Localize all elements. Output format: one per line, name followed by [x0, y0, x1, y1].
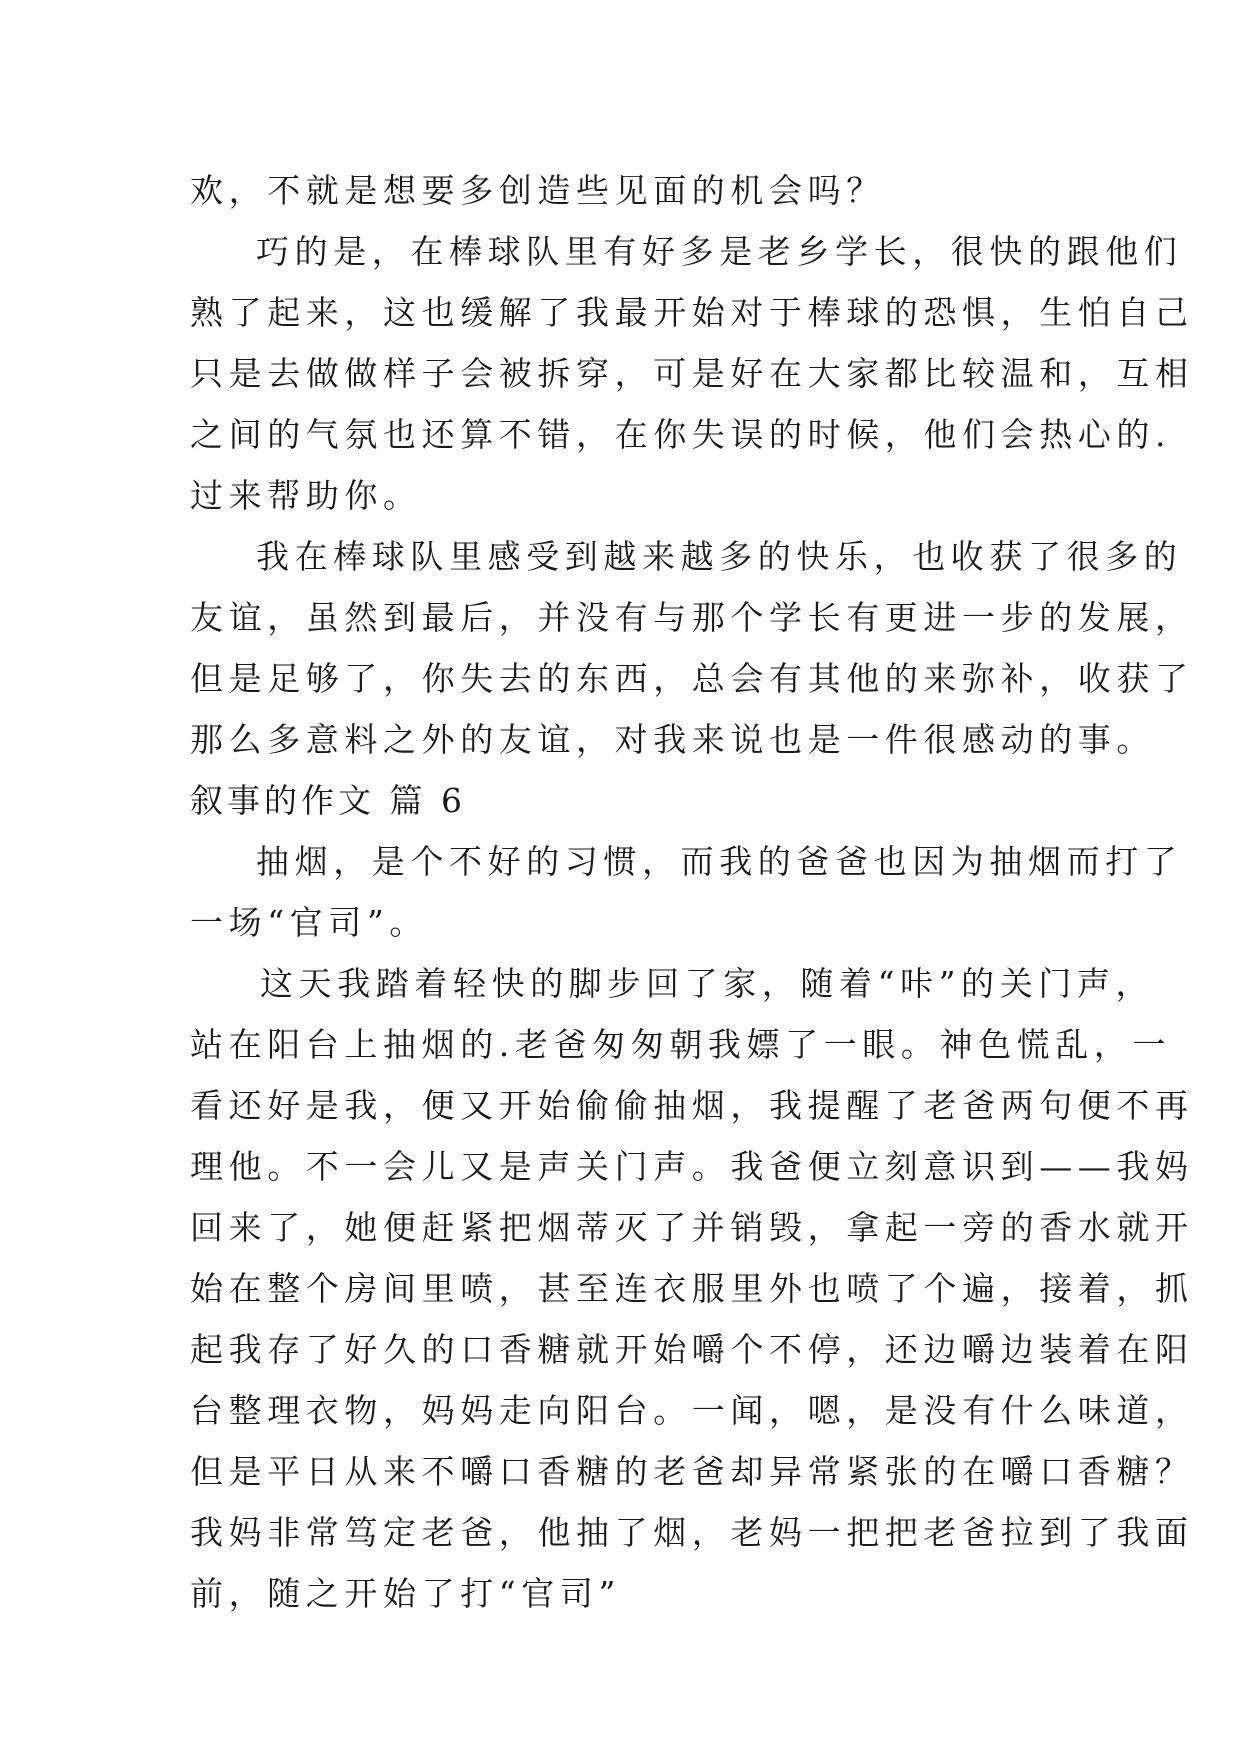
section-heading: 叙事的作文 篇 6: [190, 781, 466, 820]
text-line: 过来帮助你。: [190, 476, 422, 515]
text-line: 熟了起来，这也缓解了我最开始对于棒球的恐惧，生怕自己: [190, 293, 1194, 332]
paragraph-first-line: 我在棒球队里感受到越来越多的快乐，也收获了很多的: [256, 537, 1183, 576]
text-line: 之间的气氛也还算不错，在你失误的时候，他们会热心的.: [190, 415, 1172, 454]
text-line: 始在整个房间里喷，甚至连衣服里外也喷了个遍，接着，抓: [190, 1269, 1194, 1308]
text-line: 回来了，她便赶紧把烟蒂灭了并销毁，拿起一旁的香水就开: [190, 1208, 1194, 1247]
text-line: 一场“官司”。: [190, 903, 428, 942]
text-line: 那么多意料之外的友谊，对我来说也是一件很感动的事。: [190, 720, 1155, 759]
text-line: 起我存了好久的口香糖就开始嚼个不停，还边嚼边装着在阳: [190, 1330, 1194, 1369]
paragraph-first-line: 抽烟，是个不好的习惯，而我的爸爸也因为抽烟而打了: [256, 842, 1183, 881]
text-line: 但是平日从来不嚼口香糖的老爸却异常紧张的在嚼口香糖？: [190, 1452, 1194, 1491]
text-line: 站在阳台上抽烟的.老爸匆匆朝我嫖了一眼。神色慌乱，一: [190, 1025, 1172, 1064]
text-line: 理他。不一会儿又是声关门声。我爸便立刻意识到——我妈: [190, 1147, 1194, 1186]
text-line: 前，随之开始了打“官司”: [190, 1574, 621, 1613]
text-line: 友谊，虽然到最后，并没有与那个学长有更进一步的发展，: [190, 598, 1194, 637]
text-line: 我妈非常笃定老爸，他抽了烟，老妈一把把老爸拉到了我面: [190, 1513, 1194, 1552]
paragraph-first-line: 这天我踏着轻快的脚步回了家，随着“咔”的关门声，: [260, 964, 1155, 1003]
text-line: 台整理衣物，妈妈走向阳台。一闻，嗯，是没有什么味道，: [190, 1391, 1194, 1430]
document-body: [190, 160, 1194, 1624]
text-line: 只是去做做样子会被拆穿，可是好在大家都比较温和，互相: [190, 354, 1194, 393]
text-line: 但是足够了，你失去的东西，总会有其他的来弥补，收获了: [190, 659, 1194, 698]
text-line: 欢，不就是想要多创造些见面的机会吗？: [190, 171, 885, 210]
paragraph-first-line: 巧的是，在棒球队里有好多是老乡学长，很快的跟他们: [256, 232, 1183, 271]
text-line: 看还好是我，便又开始偷偷抽烟，我提醒了老爸两句便不再: [190, 1086, 1194, 1125]
